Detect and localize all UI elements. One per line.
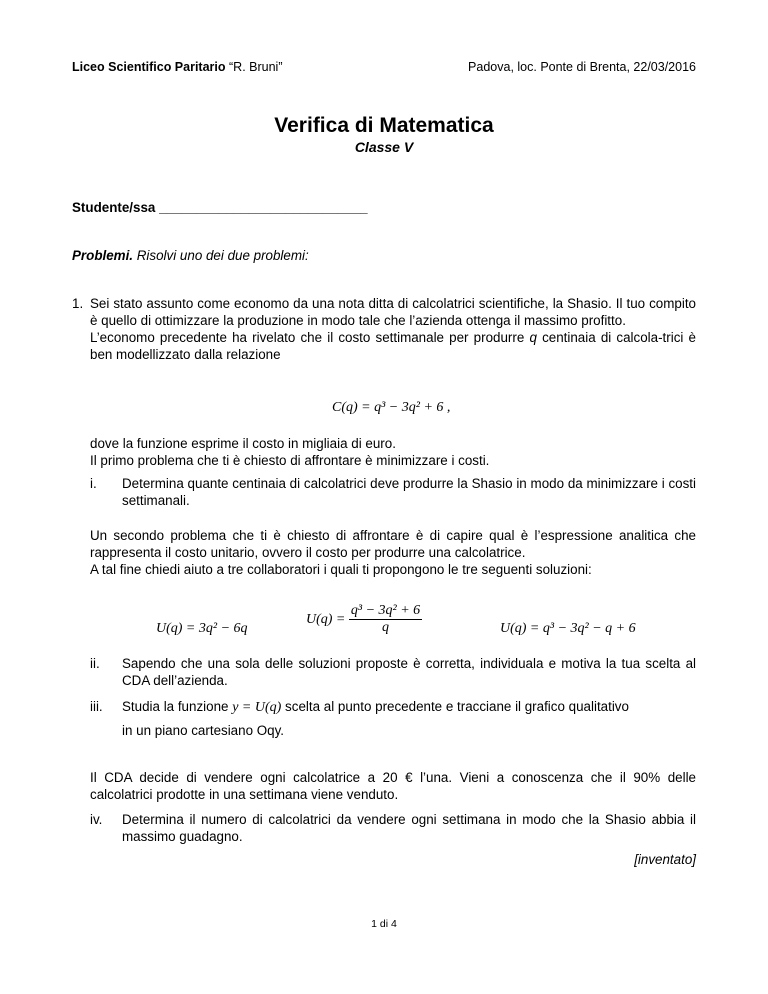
problems-lead: Problemi. <box>72 248 134 263</box>
page-subtitle: Classe V <box>354 139 414 155</box>
question-iii <box>90 698 696 738</box>
question-iii-text <box>122 698 696 739</box>
second-problem <box>90 527 696 578</box>
cost-formula: C(q) = q³ − 3q² + 6 , <box>332 400 451 415</box>
option-b-denominator: q <box>382 620 390 635</box>
problems-rest: Risolvi uno dei due problemi: <box>136 248 309 263</box>
after-formula-1: dove la funzione esprime il costo in migliaia di euro. <box>90 436 396 451</box>
intro-paragraph-1: Sei stato assunto come economo da una nota ditta di calcolatrici scientifiche, la Shasio. Il tuo compito è quello di ottimizzare la produzione in modo tale che l’azienda ottenga il massimo profitto. <box>90 296 696 328</box>
option-a-formula: U(q) = 3q² − 6q <box>156 621 248 636</box>
question-iii-text-a: Studia la funzione <box>122 699 229 714</box>
school-type: Liceo Scientifico Paritario <box>72 60 226 74</box>
place-date: Padova, loc. Ponte di Brenta, 22/03/2016 <box>468 60 696 74</box>
cda-paragraph: Il CDA decide di vendere ogni calcolatrice a 20 € l’una. Vieni a conoscenza che il 90% delle calcolatrici prodotte in una settimana viene venduto. <box>90 770 696 802</box>
school-header <box>72 59 282 76</box>
question-ii-text: Sapendo che una sola delle soluzioni proposte è corretta, individuala e motiva la tua scelta al CDA dell’azienda. <box>122 656 696 688</box>
intro-paragraph-2 <box>90 329 696 363</box>
question-i <box>90 475 696 509</box>
option-b-formula <box>306 603 422 636</box>
question-iii-function: y = U(q) <box>232 700 282 715</box>
question-ii-number: ii. <box>90 656 100 671</box>
after-formula-2: Il primo problema che ti è chiesto di affrontare è minimizzare i costi. <box>90 453 490 468</box>
question-iii-text-c: in un piano cartesiano Oqy. <box>122 723 285 738</box>
student-name-field: Studente/ssa ____________________________ <box>72 200 368 215</box>
second-problem-1: Un secondo problema che ti è chiesto di affrontare è di capire qual è l’espressione analitica che rappresenta il costo unitario, ovvero il costo per produrre una calcolatrice. <box>90 528 696 560</box>
second-problem-2: A tal fine chiedi aiuto a tre collaboratori i quali ti propongono le tre seguenti soluzioni: <box>90 562 592 577</box>
question-ii <box>90 655 696 689</box>
question-iv-text: Determina il numero di calcolatrici da vendere ogni settimana in modo che la Shasio abbia il massimo guadagno. <box>122 812 696 844</box>
question-i-text: Determina quante centinaia di calcolatrici deve produrre la Shasio in modo da minimizzare i costi settimanali. <box>122 476 696 508</box>
after-formula <box>90 435 696 469</box>
question-iii-number: iii. <box>90 699 103 714</box>
intro-q: q <box>529 330 537 345</box>
intro-text-a: L’economo precedente ha rivelato che il costo settimanale per produrre <box>90 330 530 345</box>
page-title: Verifica di Matematica <box>274 114 494 137</box>
problems-instruction <box>72 247 309 264</box>
intro-text-b: centinaia di calcola-trici è ben modellizzato dalla relazione <box>90 330 696 362</box>
option-b-fraction <box>349 603 422 636</box>
option-b-lhs: U(q) = <box>306 612 346 627</box>
school-name: “R. Bruni” <box>229 60 283 74</box>
option-c-formula: U(q) = q³ − 3q² − q + 6 <box>500 621 636 636</box>
option-b-numerator: q³ − 3q² + 6 <box>350 603 421 618</box>
question-i-number: i. <box>90 476 97 491</box>
question-iii-text-b: scelta al punto precedente e tracciane il grafico qualitativo <box>285 699 629 714</box>
source-note: [inventato] <box>634 852 696 867</box>
problem-intro <box>90 295 696 363</box>
question-iv <box>90 811 696 845</box>
page-number: 1 di 4 <box>371 918 397 930</box>
problem-number: 1. <box>72 296 84 311</box>
question-iv-number: iv. <box>90 812 103 827</box>
